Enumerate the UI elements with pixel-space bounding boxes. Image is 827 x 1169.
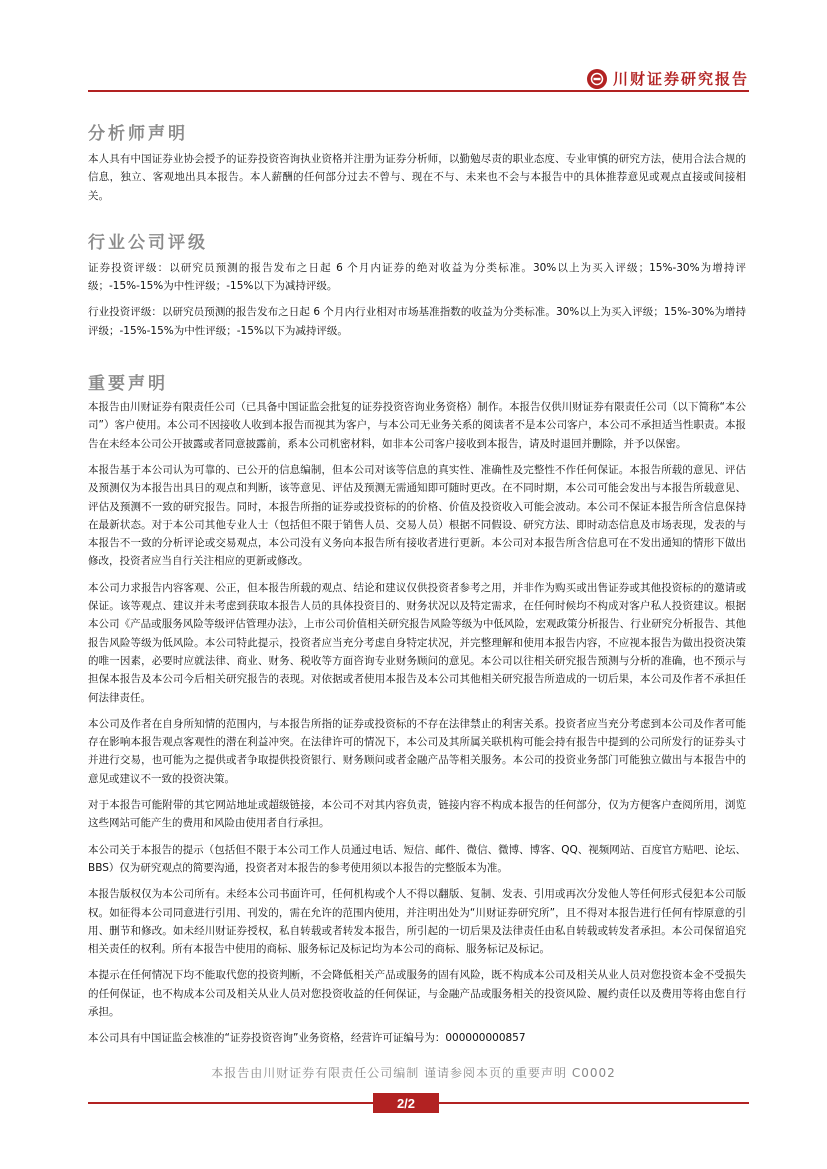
rating-section <box>88 259 746 340</box>
analyst-statement-title: 分析师声明 <box>88 124 188 144</box>
page-number: 2/2 <box>396 1095 416 1111</box>
page-header <box>88 62 749 92</box>
license-paragraph: 本公司具有中国证监会核准的“证券投资咨询”业务资格，经营许可证编号为：000000000857 <box>88 1032 526 1045</box>
analyst-paragraph: 本人具有中国证券业协会授予的证券投资咨询执业资格并注册为证券分析师，以勤勉尽责的职业态度、专业审慎的研究方法，使用合法合规的信息，独立、客观地出具本报告。本人薪酬的任何部分过去不曾与、现在不与、未来也不会与本报告中的具体推荐意见或观点直接或间接相关。 <box>88 153 746 202</box>
disclaimer-paragraph: 本公司关于本报告的提示（包括但不限于本公司工作人员通过电话、短信、邮件、微信、微博、博客、QQ、视频网站、百度官方贴吧、论坛、BBS）仅为研究观点的简要沟通，投资者对本报告的参考使用须以本报告的完整版本为准。 <box>88 843 746 874</box>
disclaimer-paragraph: 本报告由川财证券有限责任公司（已具备中国证监会批复的证券投资咨询业务资格）制作。本报告仅供川财证券有限责任公司（以下简称“本公司”）客户使用。本公司不因接收人收到本报告而视其为客户，与本公司无业务关系的阅读者不是本公司客户，本公司不承担适当性职责。本报告在未经本公司公开披露或者同意披露前，系本公司机密材料，如非本公司客户接收到本报告，请及时退回并删除，并予以保密。 <box>88 401 746 450</box>
disclaimer-paragraph: 本报告版权仅为本公司所有。未经本公司书面许可，任何机构或个人不得以翻版、复制、发表、引用或再次分发他人等任何形式侵犯本公司版权。如征得本公司同意进行引用、刊发的，需在允许的范围内使用，并注明出处为“川财证券研究所”，且不得对本报告进行任何有悖原意的引用、删节和修改。如未经川财证券授权，私自转载或者转发本报告，所引起的一切后果及法律责任由私自转载或转发者承担。本公司保留追究相关责任的权利。所有本报告中使用的商标、服务标记及标记均为本公司的商标、服务标记及标记。 <box>88 888 746 956</box>
stock-rating-paragraph: 证券投资评级：以研究员预测的报告发布之日起 6 个月内证券的绝对收益为分类标准。30%以上为买入评级；15%-30%为增持评级；-15%-15%为中性评级；-15%以下为减持评级。 <box>88 261 746 293</box>
disclaimer-title: 重要声明 <box>88 374 168 395</box>
disclaimer-paragraph: 本提示在任何情况下均不能取代您的投资判断，不会降低相关产品或服务的固有风险，既不构成本公司及相关从业人员对您投资本金不受损失的任何保证，也不构成本公司及相关从业人员对您投资收益的任何保证，与金融产品或服务相关的投资风险、履约责任以及费用等将由您自行承担。 <box>88 969 746 1018</box>
rating-title: 行业公司评级 <box>88 232 208 253</box>
header-rule <box>88 90 749 92</box>
disclaimer-paragraph: 对于本报告可能附带的其它网站地址或超级链接，本公司不对其内容负责，链接内容不构成本报告的任何部分，仅为方便客户查阅所用，浏览这些网站可能产生的费用和风险由使用者自行承担。 <box>88 799 746 830</box>
disclaimer-paragraph: 本公司及作者在自身所知情的范围内，与本报告所指的证券或投资标的不存在法律禁止的利害关系。投资者应当充分考虑到本公司及作者可能存在影响本报告观点客观性的潜在利益冲突。在法律许可的情况下，本公司及其所属关联机构可能会持有报告中提到的公司所发行的证券头寸并进行交易，也可能为之提供或者争取提供投资银行、财务顾问或者金融产品等相关服务。本公司的投资业务部门可能独立做出与本报告中的意见或建议不一致的投资决策。 <box>88 717 746 785</box>
disclaimer-paragraph: 本报告基于本公司认为可靠的、已公开的信息编制，但本公司对该等信息的真实性、准确性及完整性不作任何保证。本报告所载的意见、评估及预测仅为本报告出具日的观点和判断，该等意见、评估及预测无需通知即可随时更改。在不同时期，本公司可能会发出与本报告所载意见、评估及预测不一致的研究报告。同时，本报告所指的证券或投资标的的价格、价值及投资收入可能会波动。本公司不保证本报告所含信息保持在最新状态。对于本公司其他专业人士（包括但不限于销售人员、交易人员）根据不同假设、研究方法、即时动态信息及市场表现，发表的与本报告不一致的分析评论或交易观点，本公司没有义务向本报告所有接收者进行更新。本公司对本报告所含信息可在不发出通知的情形下做出修改，投资者应当自行关注相应的更新或修改。 <box>88 463 746 568</box>
analyst-statement <box>88 150 746 205</box>
chuancai-logo-icon <box>587 69 607 89</box>
disclaimer-paragraph: 本公司力求报告内容客观、公正，但本报告所载的观点、结论和建议仅供投资者参考之用，并非作为购买或出售证券或其他投资标的的邀请或保证。该等观点、建议并未考虑到获取本报告人员的具体投资目的、财务状况以及特定需求，在任何时候均不构成对客户私人投资建议。根据本公司《产品或服务风险等级评估管理办法》，上市公司价值相关研究报告风险等级为中低风险，宏观政策分析报告、行业研究分析报告、其他报告风险等级为低风险。本公司特此提示，投资者应当充分考虑自身特定状况，并完整理解和使用本报告内容，不应视本报告为做出投资决策的唯一因素，必要时应就法律、商业、财务、税收等方面咨询专业财务顾问的意见。本公司以往相关研究报告预测与分析的准确，也不预示与担保本报告及本公司今后相关研究报告的表现。对依据或者使用本报告及本公司其他相关研究报告所造成的一切后果，本公司及作者不承担任何法律责任。 <box>88 581 746 704</box>
industry-rating-paragraph: 行业投资评级：以研究员预测的报告发布之日起 6 个月内行业相对市场基准指数的收益为分类标准。30%以上为买入评级；15%-30%为增持评级；-15%-15%为中性评级；-15%以下为减持评级。 <box>88 306 746 337</box>
brand <box>587 68 749 89</box>
footer-note: 本报告由川财证券有限责任公司编制 谨请参阅本页的重要声明 C0002 <box>211 1066 616 1080</box>
report-body <box>88 122 746 1048</box>
page-number-badge <box>373 1093 439 1113</box>
brand-name: 川财证券研究报告 <box>612 70 749 88</box>
disclaimer-section <box>88 398 746 1048</box>
